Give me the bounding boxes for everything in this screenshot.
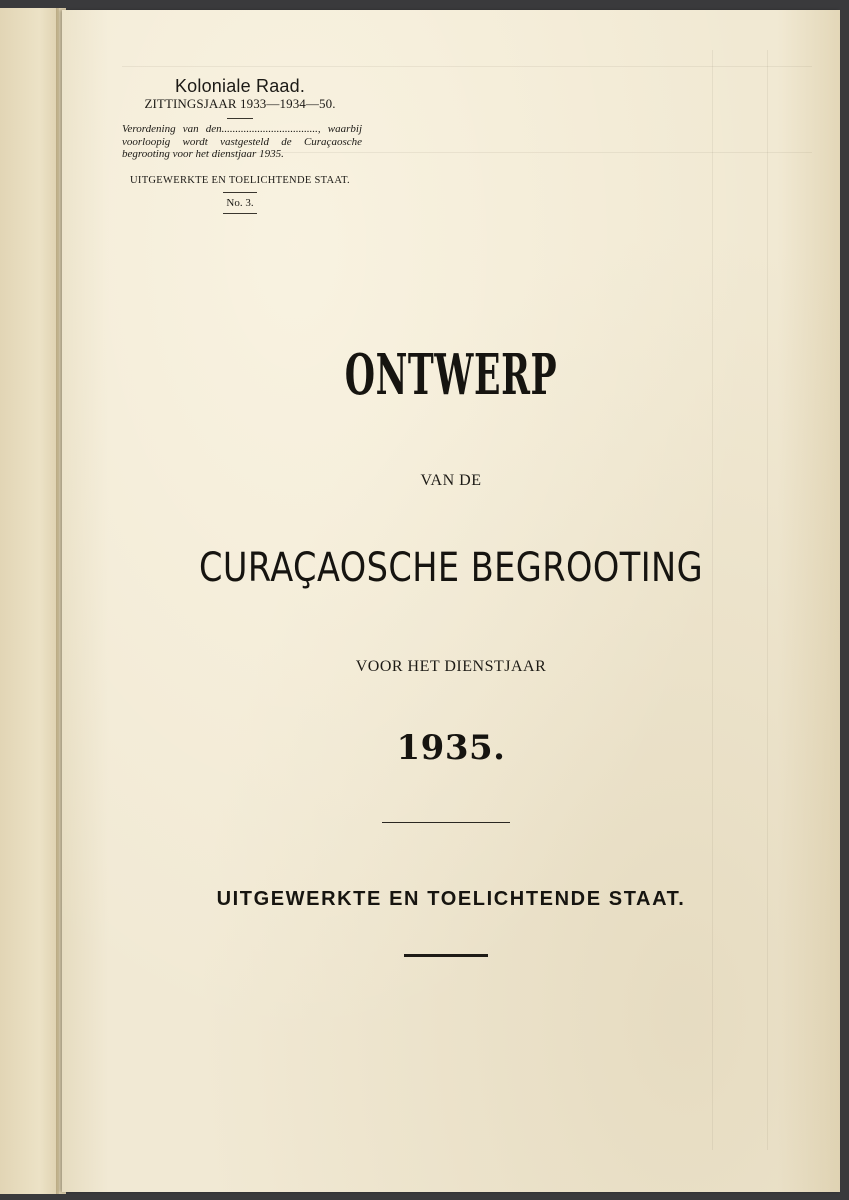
ordinance-text: Verordening van den..................................., waarbij voorloopig wordt vastgesteld de Curaçaosche begrooting voor het dienstjaar 1935.	[122, 123, 362, 161]
for-year-text: VOOR HET DIENSTJAAR	[355, 658, 547, 675]
number-rule-bottom	[223, 213, 257, 214]
bleed-through-line	[122, 66, 812, 67]
statement-title: UITGEWERKTE EN TOELICHTENDE STAAT.	[216, 888, 686, 910]
underlying-page-edge	[0, 8, 66, 1194]
budget-title: CURAÇAOSCHE BEGROOTING	[198, 545, 704, 591]
page-fold-shadow	[56, 8, 59, 1194]
council-title: Koloniale Raad.	[174, 76, 306, 96]
header-rule	[227, 118, 253, 119]
bleed-through-line	[767, 50, 768, 1150]
session-year: ZITTINGSJAAR 1933—1934—50.	[144, 96, 336, 111]
budget-year: 1935.	[396, 728, 506, 768]
header-block	[118, 76, 362, 214]
bleed-through-line	[712, 50, 713, 1150]
divider-rule	[382, 822, 510, 823]
number-rule-top	[223, 192, 257, 193]
main-title: ONTWERP	[344, 342, 558, 408]
document-page	[62, 10, 840, 1192]
document-number: No. 3.	[226, 196, 254, 209]
closing-rule	[404, 954, 488, 957]
van-de-text: VAN DE	[420, 472, 482, 489]
statement-subtitle: UITGEWERKTE EN TOELICHTENDE STAAT.	[130, 174, 350, 186]
